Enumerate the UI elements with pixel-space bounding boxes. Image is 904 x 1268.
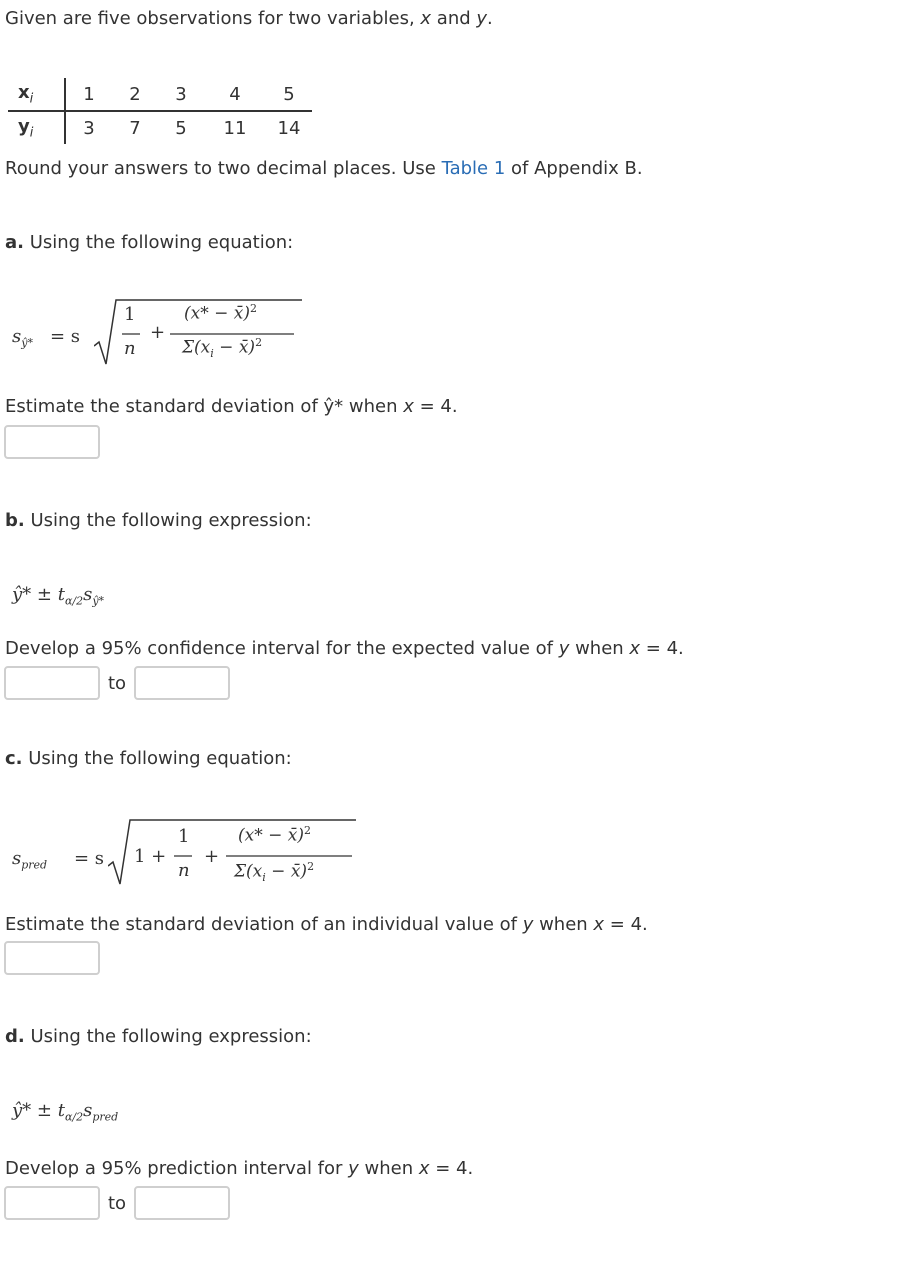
part-b-prompt: [5, 637, 684, 661]
fc-num: [238, 824, 311, 846]
pd-y: y: [348, 1158, 359, 1179]
pa-before: Estimate the standard deviation of ŷ* when: [5, 396, 404, 417]
pc-y: y: [522, 914, 534, 935]
expression-b: [12, 584, 104, 608]
y-row: [8, 111, 312, 144]
intro-end: .: [487, 8, 493, 29]
fc-den-end: − x̄): [265, 861, 308, 882]
fc-plus: +: [204, 846, 220, 867]
pb-before: Develop a 95% confidence interval for the expected value of: [5, 638, 559, 659]
pa-after: = 4.: [413, 396, 458, 417]
x-cell: 5: [283, 83, 295, 105]
intro-text: [5, 7, 493, 31]
answer-b-lower-input[interactable]: [4, 666, 100, 700]
x-cell: 2: [129, 83, 141, 105]
fc-den: [234, 860, 314, 884]
fa-num-text: (x* − x̄): [184, 303, 250, 324]
y-cell: 14: [277, 117, 301, 139]
y-cell: 5: [175, 117, 187, 139]
fc-n: n: [178, 860, 190, 881]
fc-frac-num: 1: [178, 826, 190, 847]
x-cell: 1: [83, 83, 95, 105]
fa-num: [184, 302, 257, 324]
intro-x: x: [420, 8, 432, 29]
pb-x: x: [629, 638, 641, 659]
observations-table: [8, 78, 312, 144]
answer-d-upper-input[interactable]: [134, 1186, 230, 1220]
part-b-heading: [5, 509, 312, 533]
pd-mid: when: [358, 1158, 419, 1179]
fc-den-sub: i: [262, 871, 266, 885]
fc-num-sq: 2: [304, 824, 311, 837]
eb-s-sub: ŷ*: [92, 594, 105, 608]
fa-den: [182, 336, 262, 360]
formula-c-eq: = s: [74, 848, 105, 869]
fc-lhs-sub: pred: [21, 858, 48, 872]
part-d-to: to: [108, 1193, 127, 1214]
intro-and: and: [431, 8, 477, 29]
pb-mid: when: [569, 638, 630, 659]
eb-main: ŷ* ± t: [12, 584, 65, 605]
pd-before: Develop a 95% prediction interval for: [5, 1158, 349, 1179]
y-header-label: y: [18, 115, 30, 137]
fc-s: s: [12, 848, 22, 869]
pd-after: = 4.: [429, 1158, 474, 1179]
fa-num-sq: 2: [250, 302, 257, 315]
table1-link[interactable]: Table 1: [441, 158, 506, 179]
fa-one: 1: [124, 304, 136, 325]
y-header: [8, 111, 65, 144]
formula-a-eq: = s: [50, 326, 81, 347]
fa-den-end: − x̄): [213, 337, 256, 358]
answer-d-lower-input[interactable]: [4, 1186, 100, 1220]
part-b-letter: b.: [5, 510, 25, 531]
part-c-prompt: [5, 913, 648, 937]
part-b-label: Using the following expression:: [30, 510, 312, 531]
pa-x: x: [403, 396, 414, 417]
pd-x: x: [418, 1158, 430, 1179]
rounding-instruction: [5, 157, 643, 181]
part-d-prompt: [5, 1157, 473, 1181]
formula-c-lhs: [12, 848, 47, 872]
part-c-label: Using the following equation:: [28, 748, 292, 769]
y-cell: 3: [83, 117, 95, 139]
formula-a: [12, 292, 312, 372]
eb-sub: α/2: [64, 594, 84, 608]
x-cell: 3: [175, 83, 187, 105]
fa-lhs-sub: ŷ*: [21, 336, 33, 350]
pc-x: x: [593, 914, 605, 935]
x-cell: 4: [229, 83, 241, 105]
pb-after: = 4.: [640, 638, 684, 659]
fc-den-sq: 2: [307, 860, 315, 873]
part-a-label: Using the following equation:: [29, 232, 294, 253]
ed-sub: α/2: [64, 1110, 84, 1124]
part-d-heading: [5, 1025, 312, 1049]
part-a-letter: a.: [5, 232, 24, 253]
round-after: of Appendix B.: [505, 158, 643, 179]
eb-s: s: [83, 584, 93, 605]
x-header-sub: i: [29, 91, 34, 107]
expression-d: [12, 1100, 118, 1124]
fc-num-text: (x* − x̄): [238, 825, 304, 846]
pb-y: y: [558, 638, 570, 659]
answer-b-upper-input[interactable]: [134, 666, 230, 700]
fa-plus: +: [150, 322, 166, 343]
x-header-label: x: [18, 81, 30, 103]
part-d-letter: d.: [5, 1026, 25, 1047]
answer-a-input[interactable]: [4, 425, 100, 459]
y-header-sub: i: [29, 125, 34, 141]
ed-main: ŷ* ± t: [12, 1100, 65, 1121]
part-c-letter: c.: [5, 748, 23, 769]
y-cell: 11: [223, 117, 247, 139]
part-c-heading: [5, 747, 292, 771]
formula-c: [12, 812, 372, 892]
fc-one-plus: 1 +: [134, 846, 167, 867]
intro-y: y: [476, 8, 488, 29]
fa-den-sub: i: [210, 347, 214, 361]
fa-n: n: [124, 338, 136, 359]
pc-after: = 4.: [604, 914, 648, 935]
intro-part1: Given are five observations for two variables,: [5, 8, 421, 29]
ed-s-sub: pred: [92, 1110, 119, 1124]
fa-den-text: Σ(x: [182, 337, 211, 358]
part-d-label: Using the following expression:: [30, 1026, 312, 1047]
part-a-heading: [5, 231, 293, 255]
y-cell: 7: [129, 117, 141, 139]
fa-den-sq: 2: [255, 336, 263, 349]
x-header: [8, 78, 65, 111]
part-b-to: to: [108, 673, 127, 694]
formula-a-lhs: [12, 326, 33, 350]
round-before: Round your answers to two decimal places. Use: [5, 158, 442, 179]
x-row: [8, 78, 312, 111]
answer-c-input[interactable]: [4, 941, 100, 975]
fc-den-text: Σ(x: [234, 861, 263, 882]
ed-s: s: [83, 1100, 93, 1121]
fa-s: s: [12, 326, 22, 347]
pc-mid: when: [533, 914, 594, 935]
part-a-prompt: [5, 395, 458, 419]
pc-before: Estimate the standard deviation of an individual value of: [5, 914, 523, 935]
